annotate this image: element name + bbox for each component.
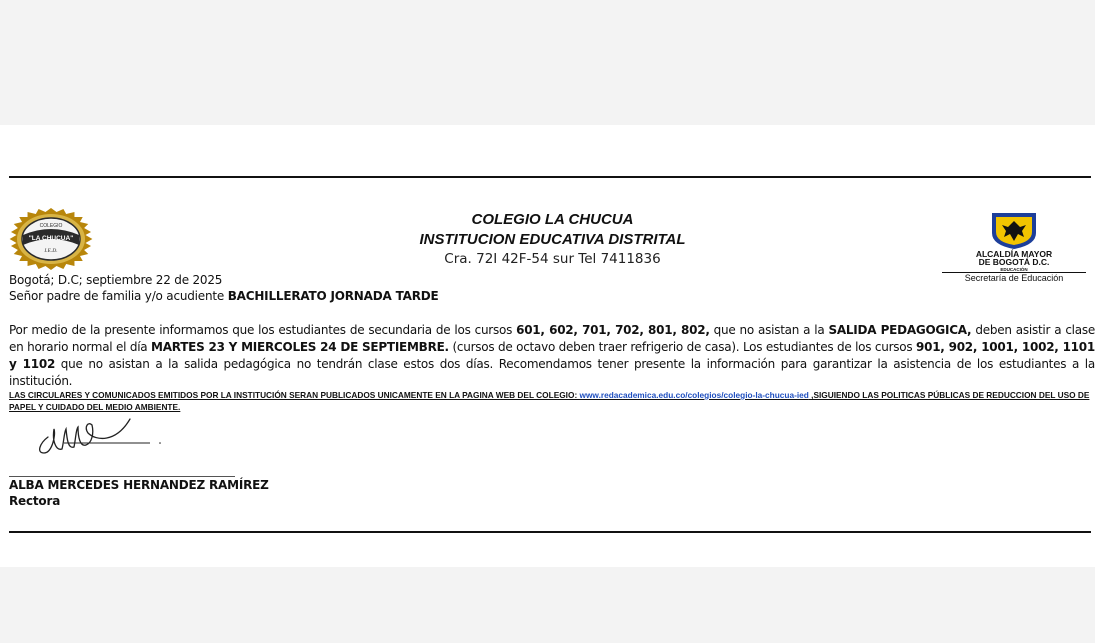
school-website-link[interactable]: www.redacademica.edu.co/colegios/colegio-la-chucua-ied <box>579 390 809 400</box>
gov-line4: Secretaría de Educación <box>964 273 1064 283</box>
body-text-2: que no asistan a la <box>709 323 829 337</box>
recipient-prefix: Señor padre de familia y/o acudiente <box>9 289 228 303</box>
handwritten-signature <box>34 415 164 461</box>
body-activity: SALIDA PEDAGOGICA, <box>828 323 972 337</box>
signer-name: ALBA MERCEDES HERNANDEZ RAMÍREZ <box>9 478 269 492</box>
seal-text-top: COLEGIO <box>39 223 63 229</box>
gov-line3: EDUCACIÓN <box>1000 267 1028 272</box>
body-dates: MARTES 23 Y MIERCOLES 24 DE SEPTIEMBRE. <box>151 340 449 354</box>
school-seal-logo <box>9 207 93 271</box>
body-text-4: (cursos de octavo deben traer refrigerio de casa). Los estudiantes de los cursos <box>448 340 916 354</box>
notice-text-1: LAS CIRCULARES Y COMUNICADOS EMITIDOS POR LA INSTITUCIÓN SERAN PUBLICADOS UNICAMENTE EN LA PAGINA WEB DEL COLEGIO: <box>9 390 580 400</box>
body-text-3: deben asistir a clase en horario normal el día <box>9 323 1095 354</box>
signer-role: Rectora <box>9 494 61 508</box>
body-courses-2: 901, 902, 1001, 1002, 1101 y 1102 <box>9 340 1095 371</box>
signature-line <box>9 476 235 477</box>
school-name: COLEGIO LA CHUCUA <box>471 211 634 228</box>
letter-sheet <box>0 125 1095 567</box>
seal-text-bottom: I.E.D. <box>44 248 58 254</box>
gov-line1: ALCALDÍA MAYOR <box>975 249 1053 259</box>
letter-recipient <box>9 289 439 303</box>
body-courses-1: 601, 602, 701, 702, 801, 802, <box>516 323 710 337</box>
top-divider <box>9 176 1091 178</box>
letter-date: Bogotá; D.C; septiembre 22 de 2025 <box>9 273 223 287</box>
body-text-1: Por medio de la presente informamos que los estudiantes de secundaria de los cursos <box>9 323 517 337</box>
recipient-group: BACHILLERATO JORNADA TARDE <box>227 289 439 303</box>
notice-text-2: ,SIGUIENDO LAS POLITICAS PÚBLICAS DE REDUCCION DEL USO DE PAPEL Y CUIDADO DEL MEDIO AMBIENTE. <box>9 390 1090 412</box>
gov-line2: DE BOGOTÁ D.C. <box>978 257 1050 267</box>
letter-body <box>9 322 1095 390</box>
school-address: Cra. 72I 42F-54 sur Tel 7411836 <box>444 251 661 267</box>
school-type: INSTITUCION EDUCATIVA DISTRITAL <box>419 231 686 248</box>
seal-text-name: "LA CHUCUA" <box>28 235 74 242</box>
body-text-5: que no asistan a la salida pedagógica no tendrán clase estos dos días. Recomendamos tener presente la información para garantizar la asistencia de los estudiantes a la institución. <box>9 357 1095 388</box>
bottom-divider <box>9 531 1091 533</box>
web-notice <box>9 389 1095 413</box>
bogota-education-logo <box>938 211 1090 283</box>
